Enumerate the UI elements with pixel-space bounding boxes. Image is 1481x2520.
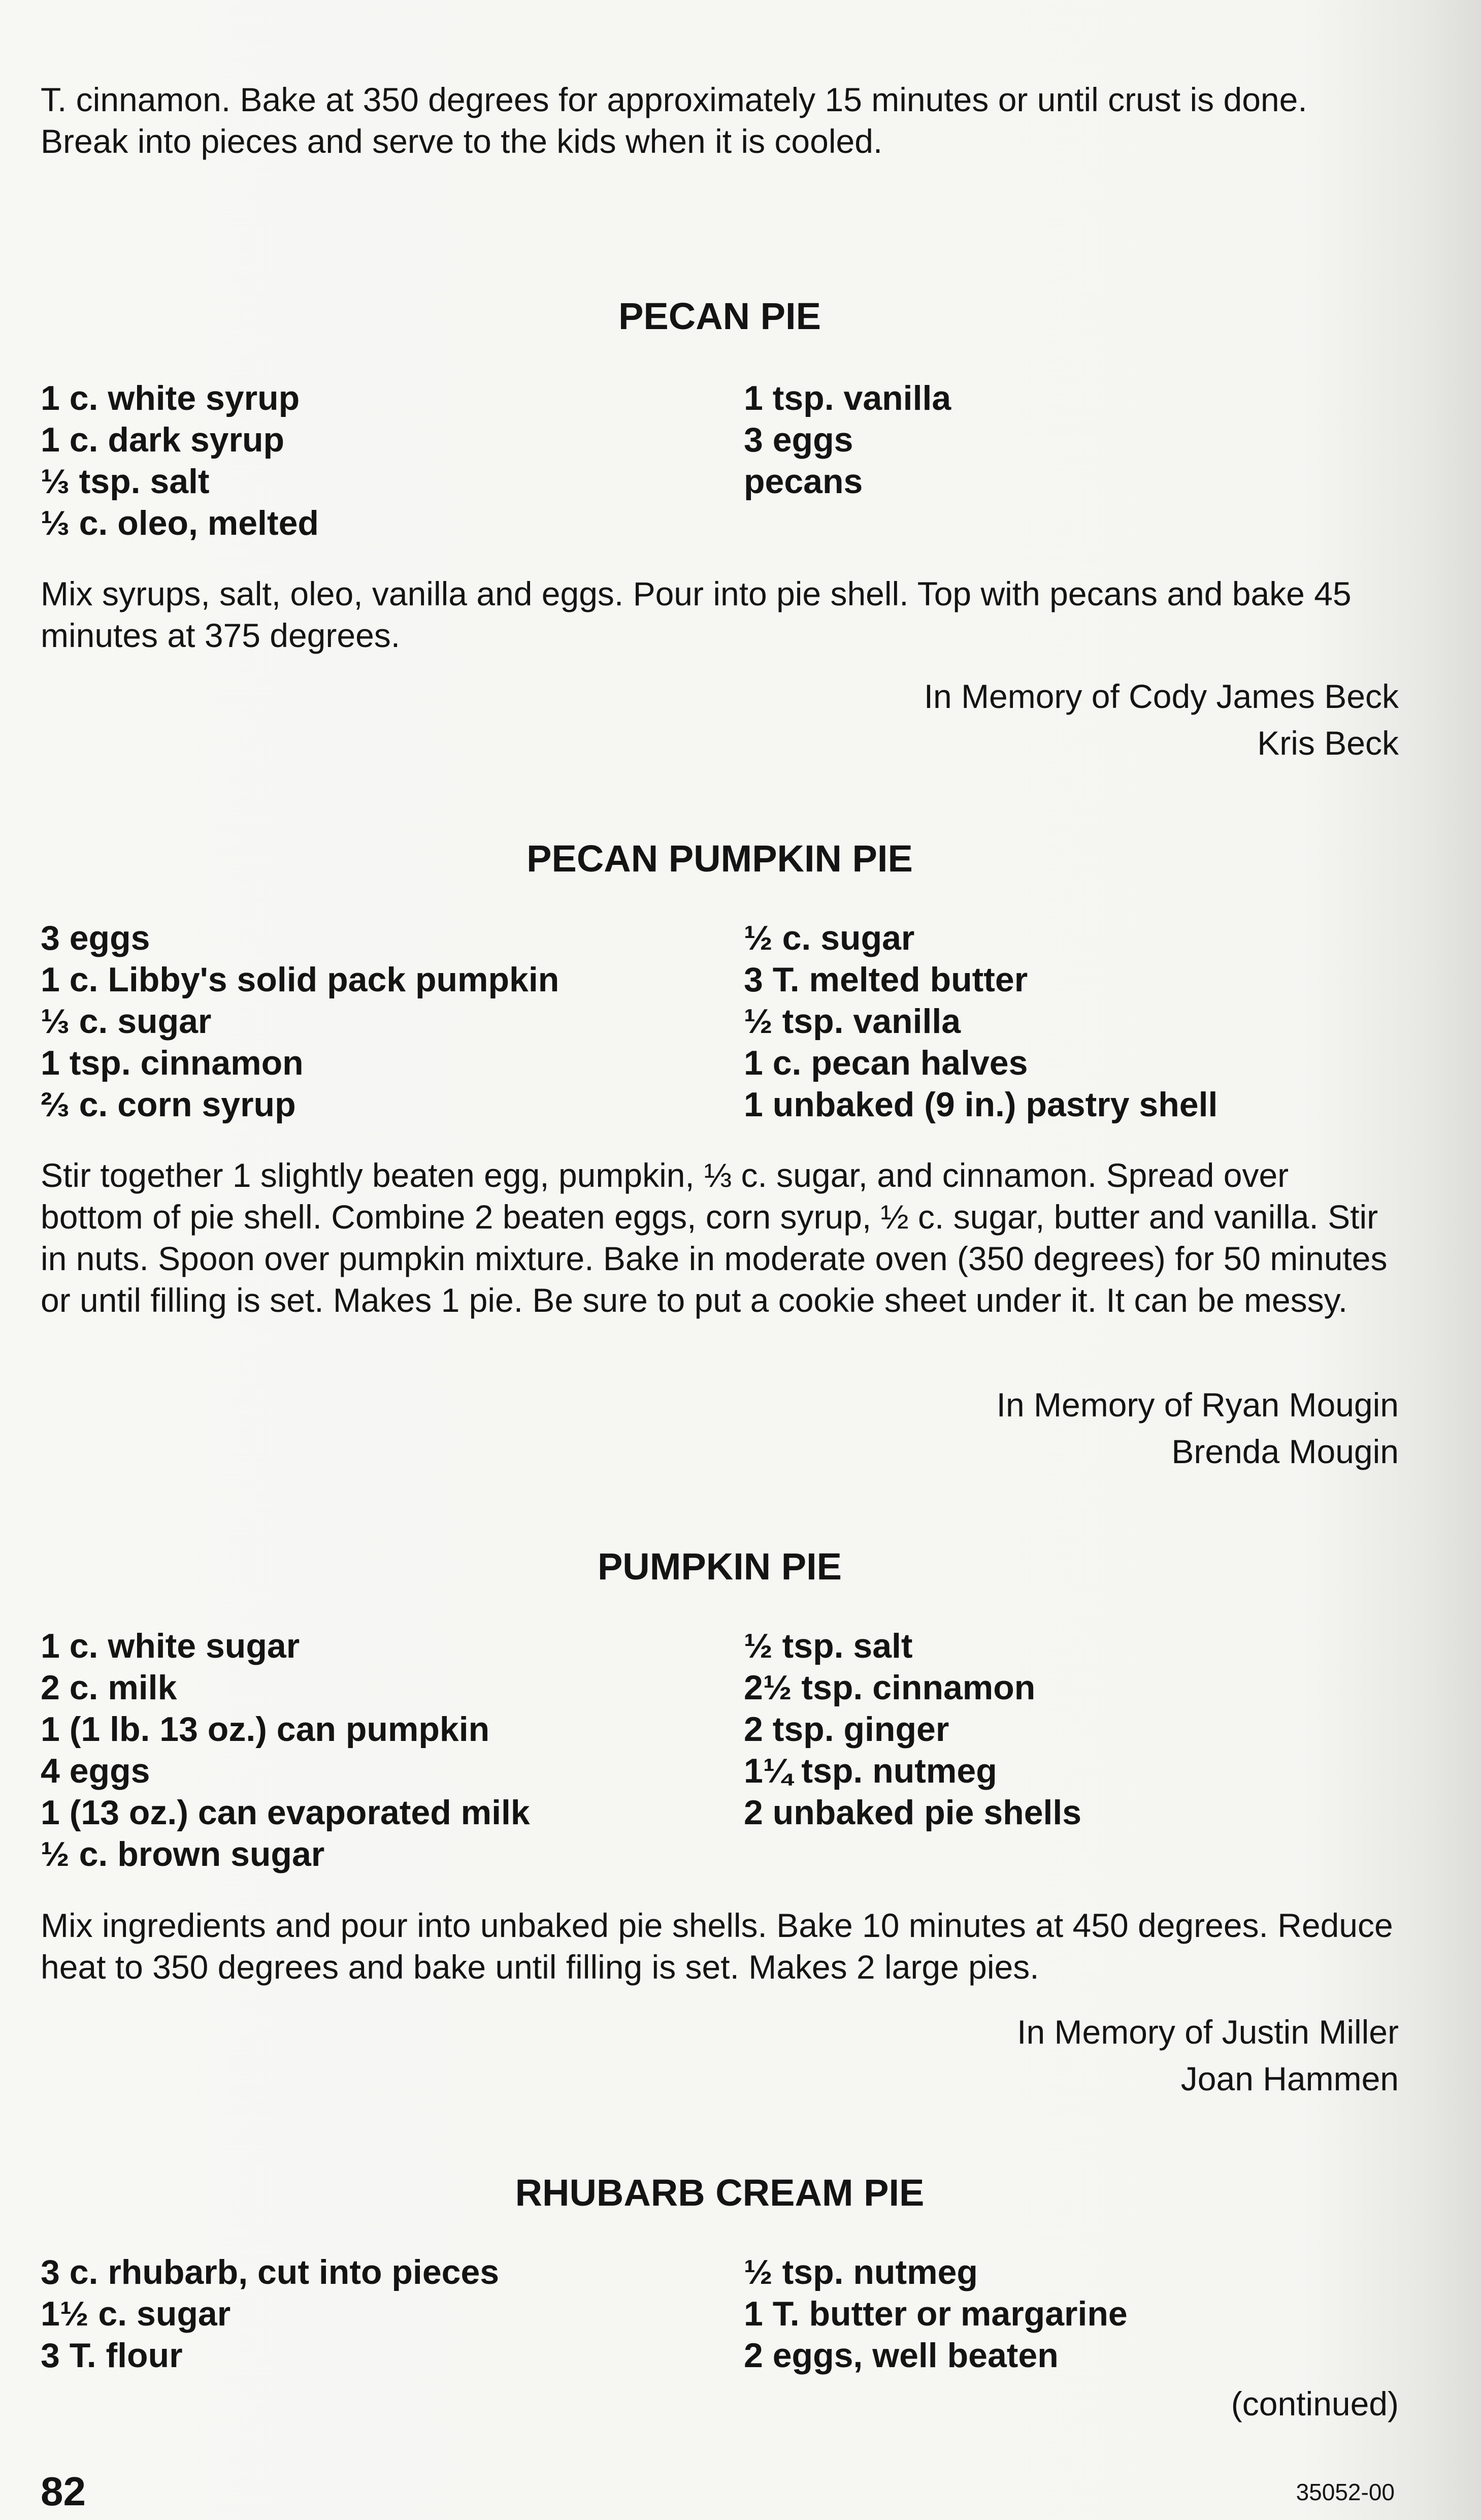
pumpkin-pie-title: PUMPKIN PIE — [597, 1545, 842, 1588]
ingredient: ½ tsp. vanilla — [744, 1002, 961, 1041]
pecan-pie-directions-block — [41, 573, 1399, 656]
ingredient: ⅔ c. corn syrup — [41, 1085, 296, 1124]
pecan-pumpkin-pie-directions: Stir together 1 slightly beaten egg, pumpkin, ⅓ c. sugar, and cinnamon. Spread over bottom of pie shell. Combine 2 beaten eggs, corn syrup, ½ c. sugar, butter and vanilla. Stir in nuts. Spoon over pumpkin mixture. Bake in moderate oven (350 degrees) for 50 minutes or until filling is set. Makes 1 pie. Be sure to put a cookie sheet under it. It can be messy. — [41, 1156, 1388, 1319]
pecan-pie-directions: Mix syrups, salt, oleo, vanilla and eggs. Pour into pie shell. Top with pecans and bake 45 minutes at 375 degrees. — [41, 575, 1352, 654]
ingredient: 3 eggs — [744, 421, 853, 459]
pumpkin-pie-ingredients-right — [744, 1625, 1081, 1833]
ingredient: 1 c. dark syrup — [41, 421, 285, 459]
ingredient: 2 c. milk — [41, 1668, 177, 1707]
intro-text: T. cinnamon. Bake at 350 degrees for approximately 15 minutes or until crust is done. Break into pieces and serve to the kids when it is cooled. — [41, 81, 1307, 160]
ingredient: 1 unbaked (9 in.) pastry shell — [744, 1085, 1218, 1124]
pecan-pumpkin-pie-ingredients-left — [41, 917, 559, 1125]
ingredient: 3 eggs — [41, 919, 150, 957]
ingredient: 3 c. rhubarb, cut into pieces — [41, 2253, 500, 2291]
ingredient: 1 c. white sugar — [41, 1627, 300, 1665]
pumpkin-pie-ingredients-left — [41, 1625, 530, 1875]
intro-block — [41, 79, 1399, 162]
pecan-pie-ingredients-left — [41, 377, 319, 544]
pecan-pumpkin-pie-directions-block — [41, 1154, 1399, 1321]
rhubarb-cream-pie-ingredients-left — [41, 2251, 499, 2376]
ingredient: 4 eggs — [41, 1752, 150, 1790]
memory-line: In Memory of Justin Miller — [1017, 2013, 1399, 2051]
rhubarb-cream-pie-title: RHUBARB CREAM PIE — [515, 2172, 925, 2214]
ingredient: 3 T. flour — [41, 2336, 183, 2375]
ingredient: ⅓ c. oleo, melted — [41, 504, 319, 542]
pumpkin-pie-directions: Mix ingredients and pour into unbaked pie shells. Bake 10 minutes at 450 degrees. Reduce heat to 350 degrees and bake until filling is set. Makes 2 large pies. — [41, 1907, 1393, 1986]
ingredient: ½ c. brown sugar — [41, 1835, 325, 1873]
ingredient: 1¼ tsp. nutmeg — [744, 1752, 997, 1790]
ingredient: 1 tsp. cinnamon — [41, 1044, 304, 1082]
pecan-pie-credit — [924, 673, 1399, 766]
ingredient: 1 c. Libby's solid pack pumpkin — [41, 960, 560, 999]
rhubarb-cream-pie-ingredients-right — [744, 2251, 1128, 2376]
author-name: Kris Beck — [1257, 724, 1399, 762]
page-number: 82 — [41, 2469, 86, 2514]
ingredient: 3 T. melted butter — [744, 960, 1028, 999]
ingredient: 1 c. pecan halves — [744, 1044, 1028, 1082]
ingredient: 2 unbaked pie shells — [744, 1793, 1082, 1832]
continued-label: (continued) — [1231, 2385, 1399, 2422]
ingredient: 1 (1 lb. 13 oz.) can pumpkin — [41, 1710, 490, 1749]
publication-code: 35052-00 — [1296, 2479, 1395, 2505]
ingredient: 2 eggs, well beaten — [744, 2336, 1059, 2375]
ingredient: ½ tsp. nutmeg — [744, 2253, 978, 2291]
pecan-pumpkin-pie-ingredients-right — [744, 917, 1217, 1125]
ingredient: ⅓ c. sugar — [41, 1002, 212, 1041]
ingredient: 2½ tsp. cinnamon — [744, 1668, 1036, 1707]
memory-line: In Memory of Ryan Mougin — [996, 1386, 1399, 1424]
ingredient: 1 (13 oz.) can evaporated milk — [41, 1793, 530, 1832]
ingredient: 1 tsp. vanilla — [744, 379, 951, 417]
pecan-pumpkin-pie-title: PECAN PUMPKIN PIE — [526, 837, 913, 880]
ingredient: ⅓ tsp. salt — [41, 462, 210, 501]
ingredient: pecans — [744, 462, 863, 501]
ingredient: 2 tsp. ginger — [744, 1710, 949, 1749]
ingredient: 1 c. white syrup — [41, 379, 300, 417]
ingredient: 1 T. butter or margarine — [744, 2295, 1128, 2333]
pecan-pie-title: PECAN PIE — [618, 295, 821, 337]
pumpkin-pie-credit — [1017, 2009, 1399, 2102]
author-name: Brenda Mougin — [1171, 1433, 1399, 1470]
ingredient: ½ c. sugar — [744, 919, 915, 957]
memory-line: In Memory of Cody James Beck — [924, 677, 1399, 715]
pecan-pie-ingredients-right — [744, 377, 951, 502]
author-name: Joan Hammen — [1180, 2060, 1399, 2097]
pumpkin-pie-directions-block — [41, 1904, 1399, 1988]
pecan-pumpkin-pie-credit — [997, 1381, 1399, 1475]
ingredient: 1½ c. sugar — [41, 2295, 231, 2333]
ingredient: ½ tsp. salt — [744, 1627, 913, 1665]
